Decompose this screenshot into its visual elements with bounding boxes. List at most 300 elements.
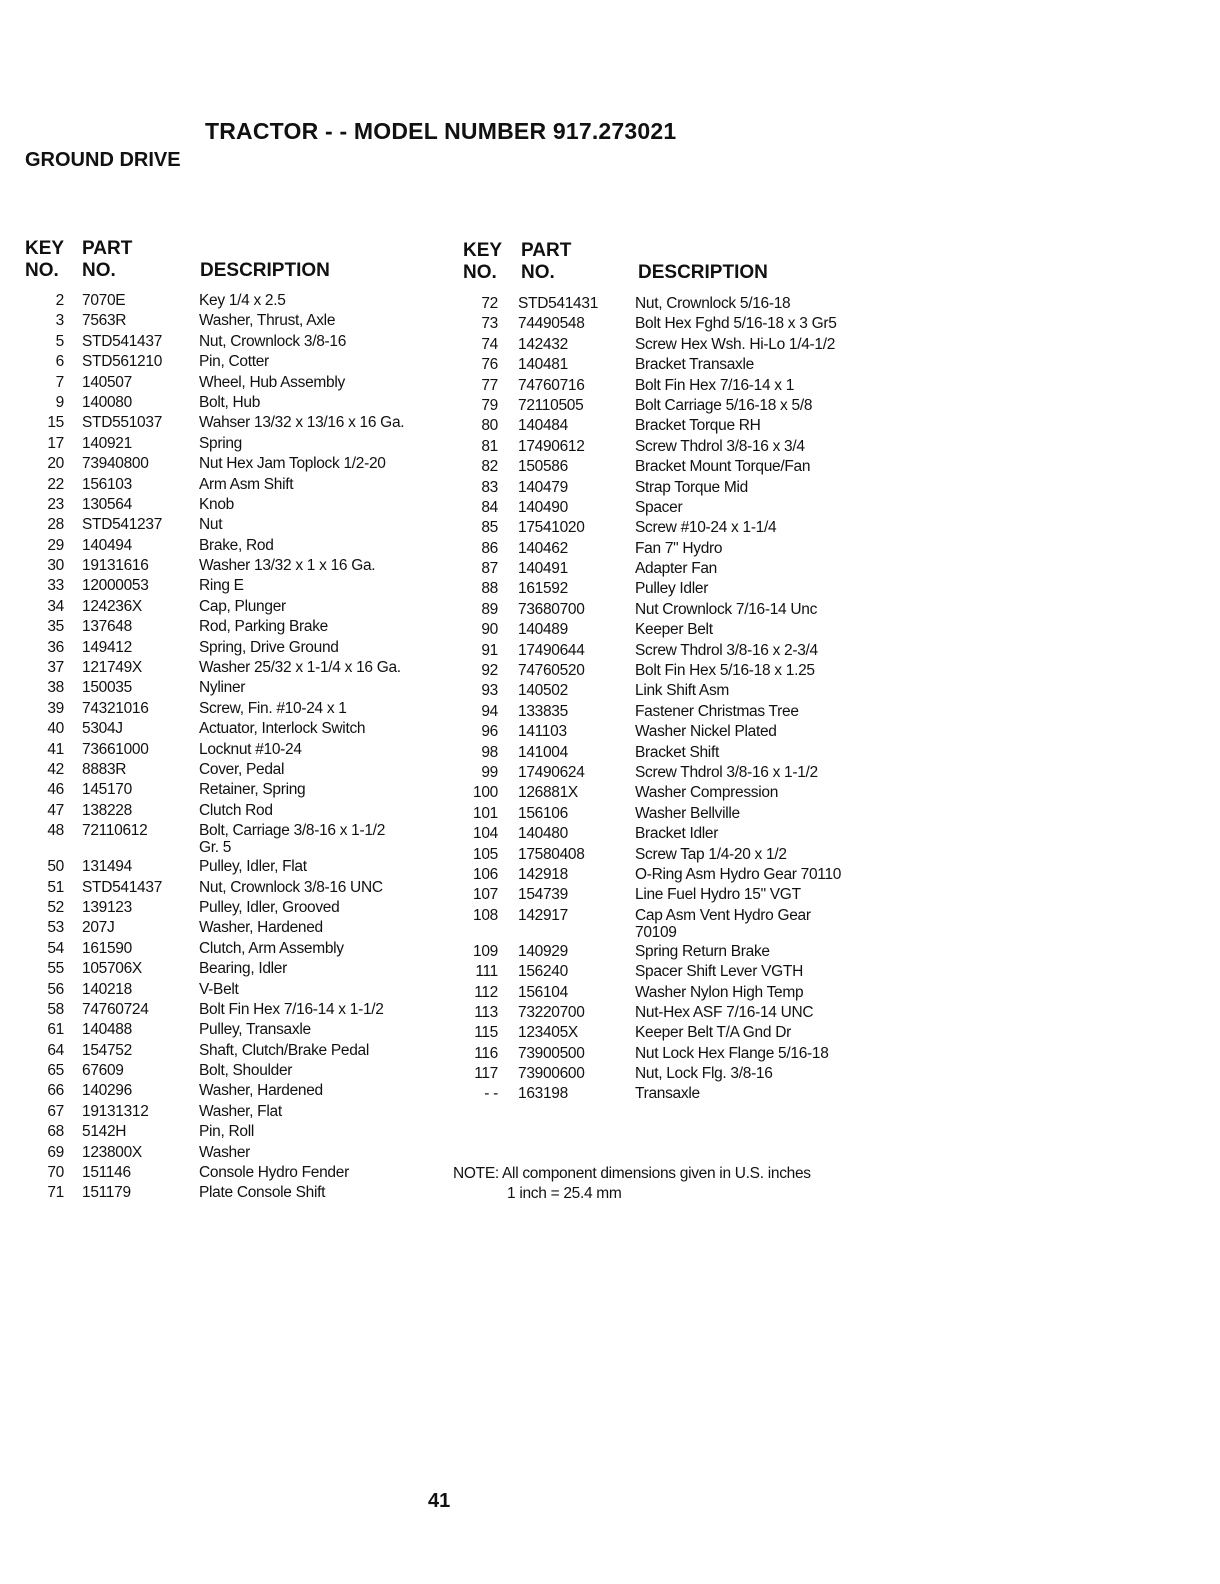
part-number: 161592: [518, 580, 568, 598]
right-part-header: PART NO.: [521, 240, 572, 283]
part-description: [199, 1082, 323, 1099]
key-number: 81: [481, 437, 498, 455]
key-number: 47: [47, 801, 64, 819]
description-line: Nut Crownlock 7/16-14 Unc: [635, 600, 818, 618]
description-line: Clutch, Arm Assembly: [199, 939, 344, 957]
part-number: 123800X: [82, 1143, 142, 1161]
key-number: 93: [481, 682, 498, 700]
part-number: 156104: [518, 983, 568, 1001]
description-line: Screw Thdrol 3/8-16 x 2-3/4: [635, 641, 818, 659]
part-description: [635, 417, 761, 434]
key-number: 68: [47, 1123, 64, 1141]
part-description: [635, 1045, 829, 1062]
part-description: [199, 537, 274, 554]
description-line: Knob: [199, 495, 234, 513]
description-line: Spacer: [635, 498, 683, 516]
description-line: Shaft, Clutch/Brake Pedal: [199, 1041, 369, 1059]
part-number: 8883R: [82, 760, 127, 778]
right-description-header: DESCRIPTION: [638, 262, 768, 283]
description-line: Nut, Crownlock 3/8-16: [199, 332, 347, 350]
part-number: 123405X: [518, 1024, 578, 1042]
description-line: Nut-Hex ASF 7/16-14 UNC: [635, 1003, 814, 1021]
part-number: 140488: [82, 1021, 132, 1039]
key-number: 106: [473, 865, 498, 883]
description-line: Nut: [199, 516, 223, 534]
part-description: [199, 858, 307, 875]
description-line: Washer 13/32 x 1 x 16 Ga.: [199, 557, 376, 575]
key-number: 42: [47, 760, 64, 778]
description-line: Wahser 13/32 x 13/16 x 16 Ga.: [199, 414, 405, 432]
description-line: Pulley, Idler, Flat: [199, 858, 307, 876]
part-description: [199, 598, 286, 615]
key-number: 77: [481, 376, 498, 394]
part-number: 140489: [518, 621, 568, 639]
part-description: [635, 295, 790, 312]
key-number: 55: [47, 960, 64, 978]
description-line: Bracket Shift: [635, 743, 719, 761]
key-number: 83: [481, 478, 498, 496]
part-description: [635, 377, 794, 394]
description-line: Link Shift Asm: [635, 682, 730, 700]
part-description: [199, 618, 328, 635]
key-number: 85: [481, 519, 498, 537]
part-number: 73900600: [518, 1065, 585, 1083]
part-number: 74490548: [518, 315, 585, 333]
key-number: 58: [47, 1000, 64, 1018]
part-description: [199, 960, 287, 977]
part-description: [635, 682, 729, 699]
part-description: [635, 846, 787, 863]
note-line-1: NOTE: All component dimensions given in U.S. inches: [453, 1165, 811, 1182]
description-line-2: 70109: [635, 923, 677, 941]
description-line: Arm Asm Shift: [199, 475, 294, 493]
part-number: 133835: [518, 702, 568, 720]
part-number: 5304J: [82, 720, 123, 738]
key-number: 22: [47, 475, 64, 493]
part-number: 74760724: [82, 1000, 149, 1018]
part-number: 139123: [82, 898, 132, 916]
key-number: 7: [55, 373, 64, 391]
key-number: 48: [47, 822, 64, 840]
description-line: Bolt, Carriage 3/8-16 x 1-1/2: [199, 822, 386, 840]
part-number: 163198: [518, 1085, 568, 1103]
part-number: 156103: [82, 475, 132, 493]
description-line: Bolt Fin Hex 7/16-14 x 1: [635, 376, 795, 394]
part-description: [199, 435, 242, 452]
description-line: Bolt Carriage 5/16-18 x 5/8: [635, 396, 813, 414]
part-description: [635, 744, 719, 761]
description-line: Bolt Fin Hex 7/16-14 x 1-1/2: [199, 1000, 384, 1018]
description-line: Bracket Mount Torque/Fan: [635, 458, 811, 476]
part-description: [635, 703, 799, 720]
description-line: Nyliner: [199, 679, 246, 697]
part-description: [199, 1001, 384, 1018]
part-description: [635, 886, 801, 903]
part-description: [635, 1004, 813, 1021]
part-number: STD541437: [82, 878, 163, 896]
part-description: [199, 720, 365, 737]
description-line: Nut, Crownlock 3/8-16 UNC: [199, 878, 383, 896]
description-line: Screw Tap 1/4-20 x 1/2: [635, 845, 787, 863]
part-number: 121749X: [82, 659, 142, 677]
part-description: [635, 458, 810, 475]
description-line: Plate Console Shift: [199, 1184, 326, 1202]
key-number: - -: [484, 1085, 498, 1103]
part-description: [199, 374, 345, 391]
description-line: Washer 25/32 x 1-1/4 x 16 Ga.: [199, 659, 401, 677]
key-number: 72: [481, 295, 498, 312]
part-number: 124236X: [82, 597, 142, 615]
dimensions-note: [453, 1164, 811, 1204]
part-number: STD561210: [82, 353, 163, 371]
part-number: 73900500: [518, 1044, 585, 1062]
key-number: 92: [481, 662, 498, 680]
part-number: 140494: [82, 536, 132, 554]
part-description: [199, 1123, 254, 1140]
description-line: Spacer Shift Lever VGTH: [635, 963, 803, 981]
key-number: 40: [47, 720, 64, 738]
part-description: [635, 438, 805, 455]
description-line: Washer, Hardened: [199, 1082, 323, 1100]
part-number: 126881X: [518, 784, 578, 802]
part-number: STD551037: [82, 414, 163, 432]
part-description: [635, 1065, 773, 1082]
description-line: Bearing, Idler: [199, 960, 287, 978]
part-number: 105706X: [82, 960, 142, 978]
left-key-header: KEY NO.: [25, 238, 65, 281]
key-number: 105: [473, 845, 498, 863]
description-line: Rod, Parking Brake: [199, 618, 328, 636]
part-number: 141103: [518, 723, 567, 741]
section-subtitle: GROUND DRIVE: [25, 149, 181, 171]
key-number: 34: [47, 597, 64, 615]
description-line: Nut, Crownlock 5/16-18: [635, 295, 791, 312]
part-number: 17490624: [518, 763, 585, 781]
description-line: Pulley, Transaxle: [199, 1021, 311, 1039]
part-description: [199, 1184, 325, 1201]
key-number: 69: [47, 1143, 64, 1161]
part-description: [635, 580, 708, 597]
description-line: Bolt, Shoulder: [199, 1062, 293, 1080]
description-line: Spring, Drive Ground: [199, 638, 339, 656]
description-line: Washer Nickel Plated: [635, 723, 777, 741]
part-number: 149412: [82, 638, 132, 656]
part-description: [199, 292, 286, 309]
key-number: 101: [473, 804, 498, 822]
part-description: [635, 943, 770, 960]
part-number: 7563R: [82, 312, 127, 330]
part-number: STD541237: [82, 516, 163, 534]
key-number: 64: [47, 1041, 64, 1059]
part-description: [635, 356, 754, 373]
note-line-2: 1 inch = 25.4 mm: [507, 1185, 622, 1202]
description-line: Nut Hex Jam Toplock 1/2-20: [199, 455, 386, 473]
part-number: 17490644: [518, 641, 585, 659]
part-number: 142432: [518, 335, 568, 353]
part-number: 140218: [82, 980, 132, 998]
key-number: 65: [47, 1062, 64, 1080]
key-number: 80: [481, 417, 498, 435]
part-description: [635, 723, 777, 740]
part-number: 150586: [518, 458, 568, 476]
part-number: 154752: [82, 1041, 132, 1059]
part-number: 138228: [82, 801, 132, 819]
part-description: [635, 866, 841, 883]
part-description: [199, 700, 347, 717]
part-description: [635, 805, 740, 822]
key-number: 56: [47, 980, 64, 998]
part-number: 73220700: [518, 1003, 585, 1021]
part-description: [199, 312, 335, 329]
description-line: Screw Thdrol 3/8-16 x 3/4: [635, 437, 805, 455]
description-line: Console Hydro Fender: [199, 1164, 349, 1182]
description-line: Pulley Idler: [635, 580, 709, 598]
part-number: 141004: [518, 743, 568, 761]
description-line: Cap Asm Vent Hydro Gear: [635, 906, 811, 924]
key-number: 33: [47, 577, 64, 595]
description-line: Key 1/4 x 2.5: [199, 292, 286, 309]
description-line: Ring E: [199, 577, 244, 595]
key-number: 84: [481, 498, 498, 516]
description-line: Screw #10-24 x 1-1/4: [635, 519, 777, 537]
part-number: 140462: [518, 539, 568, 557]
part-description: [635, 907, 811, 941]
key-number: 50: [47, 858, 64, 876]
key-number: 111: [475, 963, 498, 981]
part-description: [635, 315, 837, 332]
part-description: [199, 333, 346, 350]
description-line: Screw Hex Wsh. Hi-Lo 1/4-1/2: [635, 335, 836, 353]
key-number: 87: [481, 560, 498, 578]
part-description: [199, 741, 302, 758]
part-number: 74760716: [518, 376, 585, 394]
part-number: 74760520: [518, 662, 585, 680]
part-number: 151146: [82, 1164, 131, 1182]
part-number: 73940800: [82, 455, 149, 473]
description-line: Washer Compression: [635, 784, 779, 802]
key-number: 86: [481, 539, 498, 557]
key-number: 104: [473, 825, 498, 843]
part-number: 140484: [518, 417, 568, 435]
description-line: Strap Torque Mid: [635, 478, 748, 496]
part-description: [199, 899, 339, 916]
part-description: [199, 879, 383, 896]
part-description: [199, 822, 385, 856]
part-description: [199, 639, 339, 656]
part-description: [635, 540, 722, 557]
key-number: 53: [47, 919, 64, 937]
key-number: 46: [47, 781, 64, 799]
description-line: Clutch Rod: [199, 801, 273, 819]
key-number: 41: [47, 740, 64, 758]
part-number: 137648: [82, 618, 132, 636]
key-number: 28: [47, 516, 64, 534]
part-description: [635, 519, 776, 536]
description-line: Line Fuel Hydro 15" VGT: [635, 886, 801, 904]
key-number: 96: [481, 723, 498, 741]
part-description: [199, 659, 401, 676]
key-number: 9: [55, 393, 64, 411]
description-line: Screw Thdrol 3/8-16 x 1-1/2: [635, 763, 818, 781]
description-line: Wheel, Hub Assembly: [199, 373, 345, 391]
description-line: Locknut #10-24: [199, 740, 302, 758]
key-number: 35: [47, 618, 64, 636]
key-number: 67: [47, 1102, 64, 1120]
part-number: STD541431: [518, 295, 599, 312]
part-description: [635, 642, 818, 659]
part-number: 140490: [518, 498, 568, 516]
part-number: 17541020: [518, 519, 585, 537]
key-number: 17: [47, 434, 64, 452]
description-line: Pin, Cotter: [199, 353, 269, 371]
description-line: Nut, Lock Flg. 3/8-16: [635, 1065, 773, 1083]
part-number: STD541437: [82, 332, 163, 350]
key-number: 82: [481, 458, 498, 476]
description-line: Washer, Flat: [199, 1102, 282, 1120]
key-number: 20: [47, 455, 64, 473]
part-description: [199, 1103, 282, 1120]
part-number: 156240: [518, 963, 568, 981]
part-description: [199, 761, 284, 778]
part-number: 19131312: [82, 1102, 149, 1120]
key-number: 54: [47, 939, 64, 957]
part-number: 72110505: [518, 396, 584, 414]
key-number: 79: [481, 396, 498, 414]
part-description: [635, 984, 803, 1001]
key-number: 51: [47, 878, 64, 896]
description-line: Retainer, Spring: [199, 781, 306, 799]
part-number: 17490612: [518, 437, 585, 455]
part-description: [199, 981, 239, 998]
key-number: 15: [47, 414, 64, 432]
key-number: 2: [55, 292, 64, 309]
part-number: 140491: [518, 560, 568, 578]
part-number: 7070E: [82, 292, 126, 309]
part-description: [635, 825, 718, 842]
description-line: Bolt, Hub: [199, 393, 261, 411]
part-number: 161590: [82, 939, 132, 957]
key-number: 30: [47, 557, 64, 575]
key-number: 112: [474, 983, 498, 1001]
key-number: 98: [481, 743, 498, 761]
key-number: 6: [55, 353, 64, 371]
part-description: [199, 394, 260, 411]
part-number: 140296: [82, 1082, 132, 1100]
description-line: Pin, Roll: [199, 1123, 255, 1141]
key-number: 52: [47, 898, 64, 916]
key-number: 100: [473, 784, 498, 802]
part-number: 140502: [518, 682, 568, 700]
description-line: Fan 7" Hydro: [635, 539, 723, 557]
left-part-header: PART NO.: [82, 238, 133, 281]
part-description: [199, 1164, 349, 1181]
part-number: 12000053: [82, 577, 149, 595]
part-number: 140480: [518, 825, 568, 843]
part-number: 145170: [82, 781, 132, 799]
description-line: Screw, Fin. #10-24 x 1: [199, 699, 347, 717]
part-description: [199, 516, 222, 533]
part-description: [199, 476, 293, 493]
part-description: [199, 781, 305, 798]
part-number: 74321016: [82, 699, 149, 717]
part-number: 140479: [518, 478, 568, 496]
page-title: TRACTOR - - MODEL NUMBER 917.273021: [205, 118, 677, 144]
part-number: 151179: [82, 1184, 131, 1202]
key-number: 108: [473, 906, 498, 924]
page-number: 41: [428, 1490, 451, 1512]
key-number: 88: [481, 580, 498, 598]
right-key-header: KEY NO.: [463, 240, 503, 283]
part-description: [199, 1062, 292, 1079]
part-number: 156106: [518, 804, 568, 822]
part-description: [199, 455, 386, 472]
key-number: 74: [481, 335, 498, 353]
description-line: Bolt Fin Hex 5/16-18 x 1.25: [635, 662, 815, 680]
part-description: [199, 414, 404, 431]
left-description-header: DESCRIPTION: [200, 260, 330, 281]
part-description: [199, 577, 244, 594]
description-line: Transaxle: [635, 1085, 700, 1103]
part-description: [199, 802, 273, 819]
key-number: 94: [481, 702, 498, 720]
key-number: 5: [55, 332, 64, 350]
description-line: Keeper Belt: [635, 621, 713, 639]
description-line: Spring Return Brake: [635, 942, 770, 960]
part-number: 207J: [82, 919, 115, 937]
description-line: Washer Nylon High Temp: [635, 983, 804, 1001]
description-line: Nut Lock Hex Flange 5/16-18: [635, 1044, 829, 1062]
part-description: [199, 679, 245, 696]
part-description: [635, 336, 835, 353]
key-number: 3: [55, 312, 64, 330]
description-line: Bracket Idler: [635, 825, 719, 843]
description-line: Pulley, Idler, Grooved: [199, 898, 340, 916]
part-description: [635, 1024, 791, 1041]
part-number: 154739: [518, 886, 568, 904]
part-description: [635, 560, 717, 577]
part-number: 142917: [518, 906, 568, 924]
part-number: 140507: [82, 373, 132, 391]
part-description: [199, 496, 234, 513]
part-description: [635, 499, 682, 516]
part-description: [635, 662, 815, 679]
part-description: [199, 1144, 250, 1161]
part-number: 72110612: [82, 822, 148, 840]
key-number: 71: [47, 1184, 64, 1202]
key-number: 91: [481, 641, 498, 659]
description-line: Bracket Torque RH: [635, 417, 761, 435]
part-number: 17580408: [518, 845, 585, 863]
description-line-2: Gr. 5: [199, 839, 232, 857]
part-description: [199, 940, 344, 957]
description-line: Cover, Pedal: [199, 760, 285, 778]
part-description: [635, 621, 713, 638]
key-number: 113: [474, 1003, 498, 1021]
key-number: 107: [473, 886, 498, 904]
key-number: 99: [481, 763, 498, 781]
part-number: 19131616: [82, 557, 149, 575]
key-number: 89: [481, 600, 498, 618]
description-line: Brake, Rod: [199, 536, 274, 554]
part-description: [199, 919, 323, 936]
key-number: 23: [47, 495, 64, 513]
part-description: [635, 397, 812, 414]
description-line: Spring: [199, 434, 243, 452]
description-line: Actuator, Interlock Switch: [199, 720, 366, 738]
part-number: 140921: [82, 434, 132, 452]
key-number: 39: [47, 699, 64, 717]
part-description: [635, 1085, 700, 1102]
